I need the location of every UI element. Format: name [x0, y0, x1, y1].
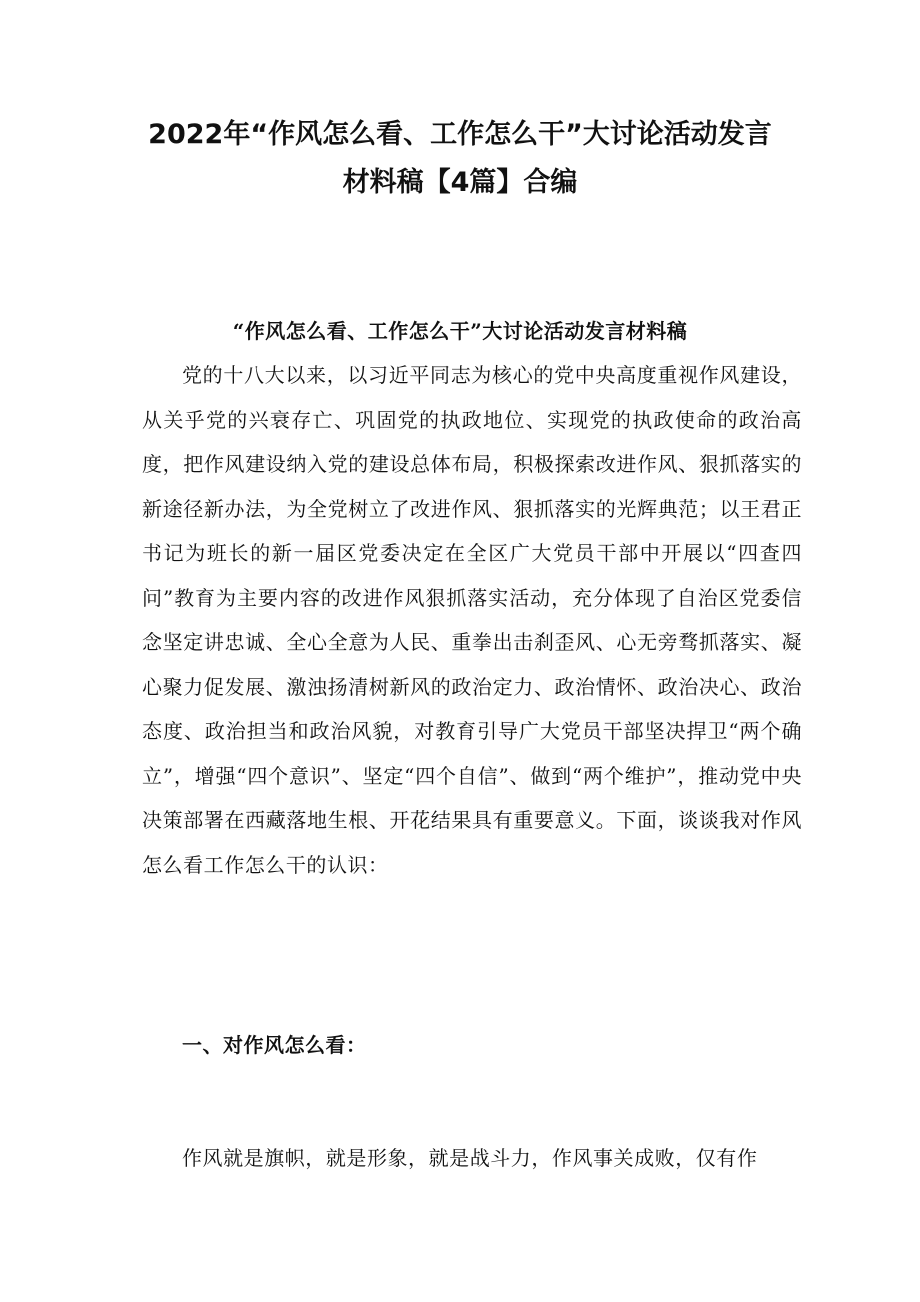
- section-heading: “作风怎么看、工作怎么干”大讨论活动发言材料稿: [232, 319, 688, 343]
- body-paragraph-2: 作风就是旗帜，就是形象，就是战斗力，作风事关成败，仅有作: [182, 1146, 758, 1170]
- document-title-line-2: 材料稿【4篇】合编: [342, 167, 578, 198]
- document-title-line-1: 2022年“作风怎么看、工作怎么干”大讨论活动发言: [148, 119, 772, 150]
- body-paragraph-1: 党的十八大以来，以习近平同志为核心的党中央高度重视作风建设，从关乎党的兴衰存亡、巩固党的执政地位、实现党的执政使命的政治高度，把作风建设纳入党的建设总体布局，积极探索改进作风、狠抓落实的新途径新办法，为全党树立了改进作风、狠抓落实的光辉典范；以王君正书记为班长的新一届区党委决定在全区广大党员干部中开展以“四查四问”教育为主要内容的改进作风狠抓落实活动，充分体现了自治区党委信念坚定讲忠诚、全心全意为人民、重拳出击刹歪风、心无旁骛抓落实、凝心聚力促发展、激浊扬清树新风的政治定力、政治情怀、政治决心、政治态度、政治担当和政治风貌，对教育引导广大党员干部坚决捍卫“两个确立”，增强“四个意识”、坚定“四个自信”、做到“两个维护”，推动党中央决策部署在西藏落地生根、开花结果具有重要意义。下面，谈谈我对作风怎么看工作怎么干的认识：: [142, 363, 802, 877]
- subheading-1: 一、对作风怎么看：: [182, 1033, 367, 1057]
